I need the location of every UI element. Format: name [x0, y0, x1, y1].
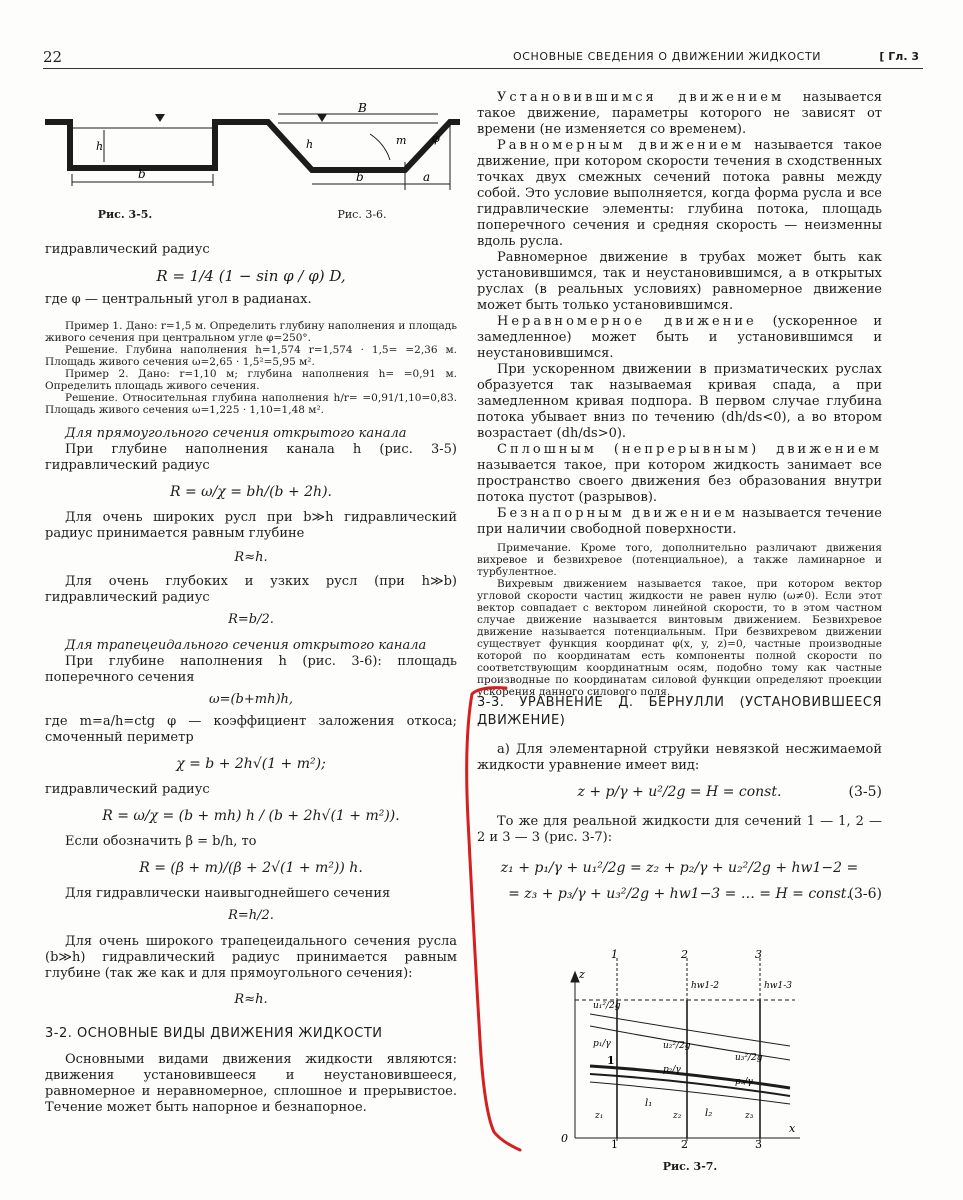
- running-title: ОСНОВНЫЕ СВЕДЕНИЯ О ДВИЖЕНИИ ЖИДКОСТИ: [513, 50, 822, 63]
- accelerated-flow: При ускоренном движении в призматических руслах образуется так называемая кривая спада, а при замедленном кривая подпора. В первом случае глубина потока убывает вниз по течению (dh/ds<0), а во втором возрастает (dh/ds>0).: [477, 362, 882, 441]
- left-column: [45, 242, 457, 1116]
- fig36-caption: Рис. 3-6.: [337, 208, 387, 221]
- fig37-z3: z₃: [745, 1111, 754, 1121]
- uniform-flow-def: [477, 138, 882, 250]
- uniform-flow-rest: называется такое движение, при котором скорости течения в сходственных точках двух смежных сечений потока равны между собой. Это условие выполняется, когда форма русла и все гидравлические элементы: глубина потока, площадь поперечного сечения и средняя скорость — неизменны вдоль русла.: [477, 138, 883, 249]
- section-3-3: [477, 694, 882, 902]
- fig37-axis-z: z: [579, 968, 585, 981]
- fig37-section-2-bot: 2: [681, 1138, 688, 1148]
- trap-heading: Для трапецеидального сечения открытого канала: [65, 638, 427, 653]
- formula-rect: R = ω/χ = bh/(b + 2h).: [169, 484, 332, 500]
- fig37-section-1-mid: 1: [607, 1054, 615, 1067]
- uniform-pipes: Равномерное движение в трубах может быть как установившимся, так и неустановившимся, а в открытых руслах (в реальных условиях) равномерное движение может быть только установившимся.: [477, 250, 882, 313]
- widetrap-text: Для очень широкого трапецеидального сечения русла (b≫h) гидравлический радиус принимается равным глубине (так же как и для прямоугольного сечения):: [45, 934, 457, 981]
- section-3-3-a: а) Для элементарной струйки невязкой несжимаемой жидкости уравнение имеет вид:: [477, 742, 882, 773]
- fig37-origin: 0: [561, 1132, 568, 1145]
- fig37-z2: z₂: [673, 1111, 682, 1121]
- hyd-radius-intro: гидравлический радиус: [45, 242, 210, 257]
- section-3-3-real: То же для реальной жидкости для сечений 1 — 1, 2 — 2 и 3 — 3 (рис. 3-7):: [477, 814, 882, 845]
- fig36-label-m: m: [396, 134, 407, 147]
- formula-widetrap: R≈h.: [234, 992, 268, 1007]
- free-surface-def: [477, 506, 882, 538]
- fig37-p1: p₁/γ: [593, 1039, 611, 1049]
- chapter-marker: [ Гл. 3: [879, 50, 919, 63]
- beta-text: Если обозначить β = b/h, то: [65, 834, 257, 849]
- formula-3-6b: = z₃ + p₃/γ + u₃²/2g + hw1−3 = … = H = const.: [508, 886, 851, 902]
- steady-flow-rest: называется такое движение, параметры которого не зависят от времени (не изменяется со временем).: [477, 90, 882, 137]
- fig36-label-b: b: [356, 170, 364, 184]
- where-phi: где φ — центральный угол в радианах.: [45, 292, 312, 307]
- continuous-flow-term: Сплошным (непрерывным) движением: [497, 442, 882, 457]
- fig36-label-B: B: [358, 101, 367, 115]
- fig37-p2: p₂/γ: [663, 1065, 681, 1075]
- fig35-label-b: b: [138, 167, 146, 181]
- formula-3-6b-row: [477, 886, 882, 902]
- eq-number-3-5: (3-5): [848, 784, 882, 800]
- fig36-label-phi: φ: [432, 132, 440, 145]
- fig37-section-2-top: 2: [681, 948, 688, 961]
- red-bracket-annotation: [458, 680, 528, 1160]
- example-1: Пример 1. Дано: r=1,5 м. Определить глубину наполнения и площадь живого сечения при центральном угле φ=250°.: [45, 320, 457, 344]
- formula-beta: R = (β + m)/(β + 2√(1 + m²)) h.: [139, 860, 363, 876]
- fig37-u3: u₃²/2g: [735, 1053, 763, 1063]
- fig37-u2: u₂²/2g: [663, 1041, 691, 1051]
- running-header: [43, 48, 923, 69]
- trap-text: При глубине наполнения h (рис. 3-6): площадь поперечного сечения: [45, 654, 457, 685]
- fig37-section-1-bot: 1: [611, 1138, 618, 1148]
- fig37-l2: l₂: [705, 1108, 713, 1119]
- vortex-def: Вихревым движением называется такое, при котором вектор угловой скорости частиц жидкости не равен нулю (ω≠0). Если этот вектор совпадает с вектором линейной скорости, то в этом частном случае движение называется винтовым движением. Безвихревое движение называется потенциальным. При безвихревом движении существует функция координат φ(x, y, z)=0, частные производные которой по координатам есть компоненты полной скорости по соответствующим координатным осям, подобно тому как частные производные по координатам силовой функции определяют проекции ускорения данного силового поля.: [477, 578, 882, 698]
- free-surface-term: Безнапорным движением: [497, 506, 738, 521]
- section-3-2-heading: 3-2. ОСНОВНЫЕ ВИДЫ ДВИЖЕНИЯ ЖИДКОСТИ: [45, 1026, 383, 1041]
- nonuniform-flow-def: [477, 314, 882, 362]
- page-number: 22: [43, 48, 63, 66]
- wide-text: Для очень широких русл при b≫h гидравлический радиус принимается равным глубине: [45, 510, 457, 541]
- formula-R-trap: R = ω/χ = (b + mh) h / (b + 2h√(1 + m²)).: [102, 808, 400, 824]
- where-m: где m=a/h=ctg φ — коэффициент заложения откоса; смоченный периметр: [45, 714, 457, 745]
- figure-3-7-bernoulli-diagram: [555, 948, 815, 1148]
- fig36-label-h: h: [306, 138, 314, 151]
- formula-chi: χ = b + 2h√(1 + m²);: [176, 756, 326, 772]
- fig37-u1: u₁²/2g: [593, 1001, 621, 1011]
- fig37-hw12: hw1-2: [691, 981, 719, 991]
- fig37-section-3-bot: 3: [755, 1138, 762, 1148]
- steady-flow-term: Установившимся движением: [497, 90, 785, 105]
- formula-3-5-row: [477, 784, 882, 800]
- formula-wide: R≈h.: [234, 550, 268, 565]
- note: Примечание. Кроме того, дополнительно различают движения вихревое и безвихревое (потенциальное), а также ламинарное и турбулентное.: [477, 542, 882, 578]
- section-3-3-heading: 3-3. УРАВНЕНИЕ Д. БЕРНУЛЛИ (УСТАНОВИВШЕЕСЯ ДВИЖЕНИЕ): [477, 695, 882, 728]
- formula-deep: R=b/2.: [228, 612, 274, 627]
- rect-text: При глубине наполнения канала h (рис. 3-5) гидравлический радиус: [45, 442, 457, 473]
- fig36-label-a: a: [423, 170, 431, 184]
- solution-1: Решение. Глубина наполнения h=1,574 r=1,574 · 1,5= =2,36 м. Площадь живого сечения ω=2,65 · 1,5²=5,95 м².: [45, 344, 457, 368]
- fig37-section-3-top: 3: [755, 948, 762, 961]
- nonuniform-flow-term: Неравномерное движение: [497, 314, 757, 329]
- rect-heading: Для прямоугольного сечения открытого канала: [65, 426, 407, 441]
- fig35-label-h: h: [96, 140, 104, 153]
- fig37-section-1-top: 1: [611, 948, 618, 961]
- right-column: [477, 90, 882, 698]
- formula-area: ω=(b+mh)h,: [208, 692, 294, 707]
- formula-3-5: z + p/γ + u²/2g = H = const.: [577, 784, 782, 800]
- continuous-flow-rest: называется такое, при котором жидкость занимает все пространство своего движения без образования внутри потока пустот (разрывов).: [477, 458, 882, 505]
- free-surface-rest: называется течение при наличии свободной поверхности.: [477, 506, 882, 537]
- fig35-caption: Рис. 3-5.: [97, 208, 153, 221]
- formula-best: R=h/2.: [228, 908, 274, 923]
- nonuniform-flow-rest: (ускоренное и замедленное) может быть и установившимся и неустановившимся.: [477, 314, 882, 361]
- section-3-2-text: Основными видами движения жидкости являются: движения установившееся и неустановившееся, равномерное и неравномерное, сплошное и прерывистое. Течение может быть напорное и безнапорное.: [45, 1052, 457, 1115]
- fig37-hw13: hw1-3: [764, 981, 792, 991]
- example-2: Пример 2. Дано: r=1,10 м; глубина наполнения h= =0,91 м. Определить площадь живого сечения.: [45, 368, 457, 392]
- continuous-flow-def: [477, 442, 882, 506]
- fig37-l1: l₁: [645, 1098, 653, 1109]
- hyd-radius-2: гидравлический радиус: [45, 782, 210, 797]
- fig37-z1: z₁: [595, 1111, 604, 1121]
- formula-3-6a: z₁ + p₁/γ + u₁²/2g = z₂ + p₂/γ + u₂²/2g + hw1−2 =: [500, 860, 859, 876]
- fig37-axis-x: x: [789, 1122, 796, 1135]
- steady-flow-def: [477, 90, 882, 138]
- uniform-flow-term: Равномерным движением: [497, 138, 745, 153]
- fig37-caption: Рис. 3-7.: [662, 1160, 718, 1173]
- solution-2: Решение. Относительная глубина наполнения h/r= =0,91/1,10=0,83. Площадь живого сечения ω=1,225 · 1,10=1,48 м².: [45, 392, 457, 416]
- best-text: Для гидравлически наивыгоднейшего сечения: [65, 886, 391, 901]
- eq-number-3-6: (3-6): [848, 886, 882, 902]
- fig37-p3: p₃/γ: [735, 1077, 753, 1087]
- formula-R-circle: R = 1/4 (1 − sin φ / φ) D,: [156, 267, 346, 285]
- deep-text: Для очень глубоких и узких русл (при h≫b) гидравлический радиус: [45, 574, 457, 605]
